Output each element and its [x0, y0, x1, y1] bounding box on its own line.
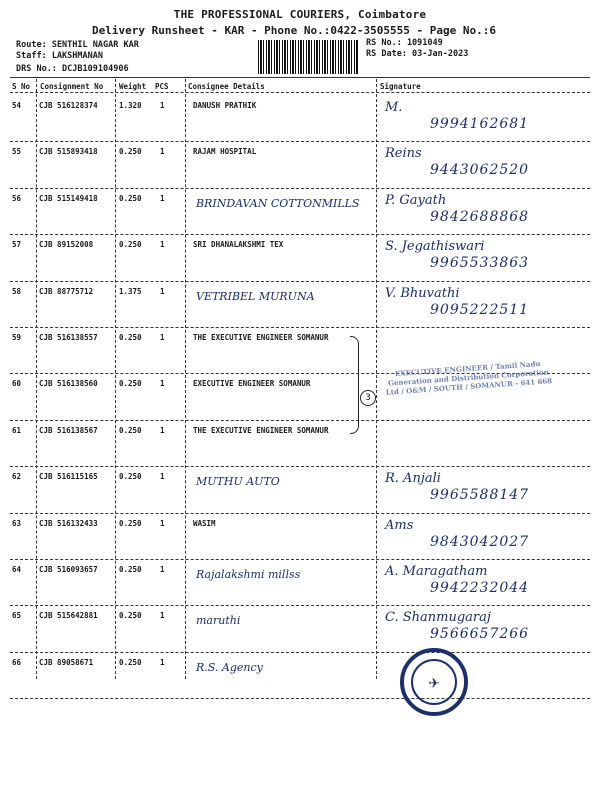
row-sno: 56 — [12, 193, 22, 203]
row-consignment: CJB 89058671 — [39, 657, 94, 667]
col-header-sno: S No — [12, 82, 31, 91]
row-consignee: EXECUTIVE ENGINEER SOMANUR — [193, 379, 311, 389]
row-pcs: 1 — [160, 286, 165, 296]
row-phone-handwritten: 9843042027 — [430, 533, 530, 550]
row-weight: 0.250 — [119, 333, 142, 342]
row-consignment: CJB 516138560 — [39, 379, 98, 389]
row-divider — [10, 141, 590, 142]
row-consignee: THE EXECUTIVE ENGINEER SOMANUR — [193, 333, 329, 342]
row-consignee: THE EXECUTIVE ENGINEER SOMANUR — [193, 425, 329, 435]
row-consignee-handwritten: R.S. Agency — [196, 660, 263, 674]
row-pcs: 1 — [160, 333, 165, 342]
row-sno: 63 — [12, 518, 22, 528]
row-phone-handwritten: 9443062520 — [430, 162, 530, 179]
drs-number: DRS No.: DCJB109104906 — [16, 64, 129, 74]
row-sno: 65 — [12, 611, 22, 621]
row-weight: 0.250 — [119, 379, 142, 389]
row-pcs: 1 — [160, 611, 165, 621]
row-weight: 0.250 — [119, 425, 142, 435]
row-consignment: CJB 515642881 — [39, 611, 98, 621]
official-seal: EXECUTIVE ENGINEER / Tamil Nadu Generation and Distribution Corporation Ltd / O&M / SOUTH / SOMANUR - 641 668 — [385, 358, 553, 397]
row-signature: S. Jegathiswari — [385, 239, 485, 255]
row-divider — [10, 513, 590, 514]
header-rule — [10, 92, 590, 93]
row-pcs: 1 — [160, 147, 165, 157]
row-pcs: 1 — [160, 240, 165, 250]
row-sno: 57 — [12, 240, 22, 250]
row-consignment: CJB 89152008 — [39, 240, 94, 250]
row-divider — [10, 188, 590, 189]
row-pcs: 1 — [160, 472, 165, 482]
row-weight: 0.250 — [119, 472, 142, 482]
row-sno: 66 — [12, 657, 22, 667]
row-consignee-handwritten: BRINDAVAN COTTONMILLS — [196, 196, 360, 210]
row-divider — [10, 466, 590, 467]
row-sno: 59 — [12, 333, 22, 342]
row-divider — [10, 234, 590, 235]
row-consignment: CJB 516138567 — [39, 425, 98, 435]
barcode — [258, 40, 358, 74]
row-signature: C. Shanmugaraj — [385, 610, 491, 626]
row-phone-handwritten: 9965533863 — [430, 255, 530, 272]
stamp-emblem-icon: ✈ — [411, 659, 457, 705]
row-weight: 1.320 — [119, 101, 142, 110]
col-divider — [36, 79, 37, 679]
row-signature: Reins — [385, 146, 422, 162]
col-header-weight: Weight — [119, 82, 147, 91]
row-sno: 62 — [12, 472, 22, 482]
row-consignment: CJB 516115165 — [39, 472, 98, 482]
row-divider — [10, 420, 590, 421]
row-divider — [10, 559, 590, 560]
row-consignee: SRI DHANALAKSHMI TEX — [193, 240, 284, 250]
row-weight: 0.250 — [119, 657, 142, 667]
row-phone-handwritten: 9994162681 — [430, 116, 530, 132]
row-divider — [10, 605, 590, 606]
row-pcs: 1 — [160, 657, 165, 667]
col-header-consignment: Consignment No — [40, 82, 104, 91]
group-brace — [350, 336, 359, 434]
row-weight: 0.250 — [119, 518, 142, 528]
rs-number: RS No.: 1091049 — [366, 38, 443, 48]
col-divider — [376, 79, 377, 679]
row-sno: 54 — [12, 101, 22, 110]
row-weight: 0.250 — [119, 240, 142, 250]
row-consignment: CJB 515893418 — [39, 147, 98, 157]
route-label: Route: SENTHIL NAGAR KAR — [16, 40, 139, 50]
row-consignee: RAJAM HOSPITAL — [193, 147, 257, 157]
rs-date: RS Date: 03-Jan-2023 — [366, 49, 469, 59]
row-sno: 55 — [12, 147, 22, 157]
row-weight: 0.250 — [119, 611, 142, 621]
row-divider — [10, 652, 590, 653]
row-signature: A. Maragatham — [385, 564, 488, 579]
row-pcs: 1 — [160, 565, 165, 574]
col-divider — [115, 79, 116, 679]
row-phone-handwritten: 9965588147 — [430, 487, 530, 504]
col-divider — [185, 79, 186, 679]
row-divider — [10, 698, 590, 699]
row-phone-handwritten: 9566657266 — [430, 626, 530, 643]
row-phone-handwritten: 9095222511 — [430, 301, 530, 318]
group-count-mark: 3 — [360, 390, 376, 406]
row-divider — [10, 281, 590, 282]
row-consignment: CJB 516093657 — [39, 565, 98, 574]
row-phone-handwritten: 9842688868 — [430, 208, 530, 225]
row-consignment: CJB 516132433 — [39, 518, 98, 528]
row-signature: R. Anjali — [385, 471, 441, 487]
row-pcs: 1 — [160, 425, 165, 435]
row-weight: 0.250 — [119, 565, 142, 574]
row-pcs: 1 — [160, 379, 165, 389]
runsheet-title: Delivery Runsheet - KAR - Phone No.:0422-3505555 - Page No.:6 — [92, 24, 496, 37]
row-signature: M. — [385, 100, 403, 115]
row-consignment: CJB 516138557 — [39, 333, 98, 342]
company-name: THE PROFESSIONAL COURIERS, Coimbatore — [173, 8, 427, 21]
row-divider — [10, 327, 590, 328]
row-weight: 0.250 — [119, 147, 142, 157]
row-sno: 58 — [12, 286, 22, 296]
row-consignee-handwritten: Rajalakshmi millss — [196, 568, 301, 581]
row-pcs: 1 — [160, 193, 165, 203]
row-consignee-handwritten: MUTHU AUTO — [196, 475, 280, 489]
col-header-signature: Signature — [380, 82, 421, 91]
row-sno: 61 — [12, 425, 22, 435]
row-consignee-handwritten: VETRIBEL MURUNA — [196, 289, 315, 303]
row-signature: Ams — [385, 517, 414, 533]
row-sno: 64 — [12, 565, 22, 574]
row-consignment: CJB 515149418 — [39, 193, 98, 203]
col-header-pcs: PCS — [155, 82, 169, 91]
row-sno: 60 — [12, 379, 22, 389]
row-consignment: CJB 516128374 — [39, 101, 98, 110]
row-weight: 0.250 — [119, 193, 142, 203]
row-consignee: WASIM — [193, 518, 216, 528]
agency-stamp — [400, 648, 468, 716]
row-phone-handwritten: 9942232044 — [430, 580, 530, 596]
row-consignee: DANUSH PRATHIK — [193, 101, 257, 110]
row-consignee-handwritten: maruthi — [196, 614, 241, 628]
col-header-consignee: Consignee Details — [188, 82, 265, 91]
row-signature: P. Gayath — [385, 192, 447, 208]
row-pcs: 1 — [160, 518, 165, 528]
row-consignment: CJB 88775712 — [39, 286, 94, 296]
row-signature: V. Bhuvathi — [385, 285, 460, 301]
row-pcs: 1 — [160, 101, 165, 110]
table-top-rule — [10, 77, 590, 78]
staff-label: Staff: LAKSHMANAN — [16, 51, 103, 61]
row-weight: 1.375 — [119, 286, 142, 296]
